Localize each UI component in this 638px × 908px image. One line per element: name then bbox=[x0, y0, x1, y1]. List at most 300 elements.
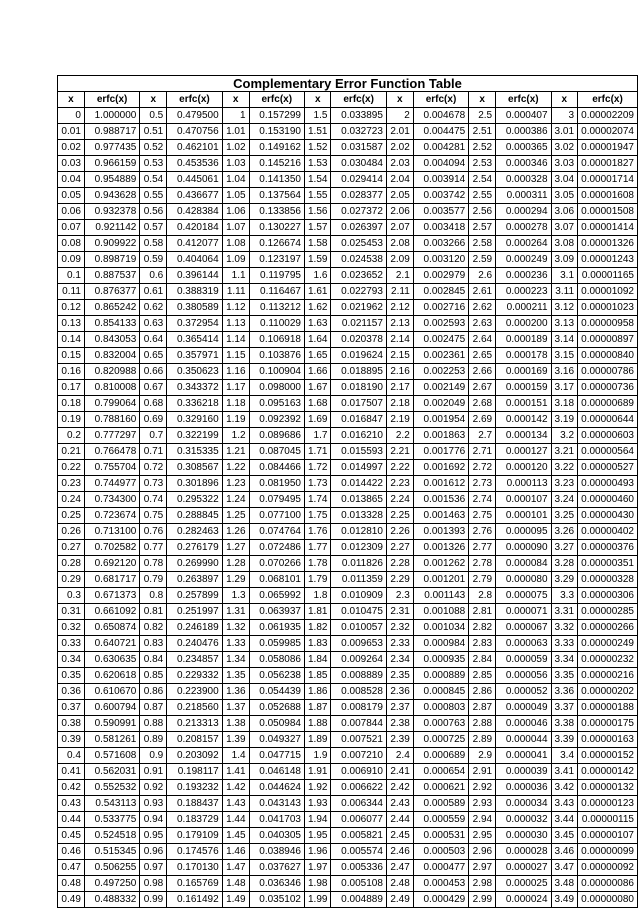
x-value-cell: 0.16 bbox=[58, 364, 85, 380]
x-value-cell: 1.6 bbox=[304, 268, 330, 284]
erfc-value-cell: 0.010475 bbox=[331, 604, 386, 620]
erfc-value-cell: 0.404064 bbox=[167, 252, 222, 268]
x-value-cell: 2.42 bbox=[386, 780, 413, 796]
erfc-value-cell: 0.020378 bbox=[331, 332, 386, 348]
erfc-value-cell: 0.00000266 bbox=[578, 620, 638, 636]
x-value-cell: 2.15 bbox=[386, 348, 413, 364]
x-value-cell: 1.64 bbox=[304, 332, 330, 348]
x-value-cell: 2.69 bbox=[469, 412, 496, 428]
erfc-value-cell: 0.479500 bbox=[167, 108, 222, 124]
x-value-cell: 2.3 bbox=[386, 588, 413, 604]
x-value-cell: 1.17 bbox=[222, 380, 249, 396]
erfc-value-cell: 0.000169 bbox=[496, 364, 551, 380]
x-value-cell: 0.63 bbox=[140, 316, 167, 332]
table-row bbox=[58, 828, 638, 844]
x-value-cell: 1.52 bbox=[304, 140, 330, 156]
x-value-cell: 0.03 bbox=[58, 156, 85, 172]
erfc-value-cell: 0.000200 bbox=[496, 316, 551, 332]
erfc-value-cell: 0.396144 bbox=[167, 268, 222, 284]
x-value-cell: 2.29 bbox=[386, 572, 413, 588]
erfc-value-cell: 0.681717 bbox=[84, 572, 139, 588]
table-row bbox=[58, 796, 638, 812]
erfc-value-cell: 0.428384 bbox=[167, 204, 222, 220]
x-value-cell: 0.51 bbox=[140, 124, 167, 140]
x-value-cell: 1.16 bbox=[222, 364, 249, 380]
erfc-value-cell: 0.001536 bbox=[413, 492, 468, 508]
x-value-cell: 1.94 bbox=[304, 812, 330, 828]
table-row bbox=[58, 860, 638, 876]
x-value-cell: 0.62 bbox=[140, 300, 167, 316]
x-value-cell: 0.93 bbox=[140, 796, 167, 812]
erfc-value-cell: 0.552532 bbox=[84, 780, 139, 796]
erfc-value-cell: 0.000346 bbox=[496, 156, 551, 172]
erfc-value-cell: 0.000120 bbox=[496, 460, 551, 476]
erfc-value-cell: 0.000044 bbox=[496, 732, 551, 748]
erfc-value-cell: 0.630635 bbox=[84, 652, 139, 668]
x-value-cell: 3.34 bbox=[551, 652, 577, 668]
erfc-value-cell: 0.100904 bbox=[249, 364, 304, 380]
erfc-value-cell: 0.145216 bbox=[249, 156, 304, 172]
x-value-cell: 3.18 bbox=[551, 396, 577, 412]
erfc-value-cell: 0.887537 bbox=[84, 268, 139, 284]
erfc-value-cell: 0.000278 bbox=[496, 220, 551, 236]
column-header-erfc: erfc(x) bbox=[84, 92, 139, 108]
erfc-value-cell: 0.723674 bbox=[84, 508, 139, 524]
erfc-value-cell: 0.002253 bbox=[413, 364, 468, 380]
x-value-cell: 1.99 bbox=[304, 892, 330, 908]
erfc-value-cell: 0.005108 bbox=[331, 876, 386, 892]
x-value-cell: 1.34 bbox=[222, 652, 249, 668]
erfc-value-cell: 0.008889 bbox=[331, 668, 386, 684]
erfc-value-cell: 0.876377 bbox=[84, 284, 139, 300]
erfc-value-cell: 0.650874 bbox=[84, 620, 139, 636]
erfc-value-cell: 0.000030 bbox=[496, 828, 551, 844]
erfc-value-cell: 0.00000786 bbox=[578, 364, 638, 380]
x-value-cell: 1.2 bbox=[222, 428, 249, 444]
erfc-value-cell: 0.000151 bbox=[496, 396, 551, 412]
x-value-cell: 3.21 bbox=[551, 444, 577, 460]
x-value-cell: 3.25 bbox=[551, 508, 577, 524]
erfc-value-cell: 0.000034 bbox=[496, 796, 551, 812]
x-value-cell: 0.97 bbox=[140, 860, 167, 876]
x-value-cell: 2.9 bbox=[469, 748, 496, 764]
x-value-cell: 3.38 bbox=[551, 716, 577, 732]
erfc-value-cell: 0.000249 bbox=[496, 252, 551, 268]
erfc-value-cell: 0.041703 bbox=[249, 812, 304, 828]
erfc-value-cell: 0.000113 bbox=[496, 476, 551, 492]
erfc-value-cell: 0.021157 bbox=[331, 316, 386, 332]
erfc-value-cell: 0.025453 bbox=[331, 236, 386, 252]
x-value-cell: 2.74 bbox=[469, 492, 496, 508]
erfc-value-cell: 0.000080 bbox=[496, 572, 551, 588]
x-value-cell: 1.83 bbox=[304, 636, 330, 652]
x-value-cell: 3.12 bbox=[551, 300, 577, 316]
erfc-value-cell: 0.000531 bbox=[413, 828, 468, 844]
x-value-cell: 2.73 bbox=[469, 476, 496, 492]
erfc-value-cell: 0.000984 bbox=[413, 636, 468, 652]
erfc-value-cell: 0.00001508 bbox=[578, 204, 638, 220]
erfc-value-cell: 0.966159 bbox=[84, 156, 139, 172]
x-value-cell: 2.24 bbox=[386, 492, 413, 508]
erfc-value-cell: 0.388319 bbox=[167, 284, 222, 300]
erfc-value-cell: 0.006910 bbox=[331, 764, 386, 780]
x-value-cell: 3.13 bbox=[551, 316, 577, 332]
x-value-cell: 0.59 bbox=[140, 252, 167, 268]
x-value-cell: 1.4 bbox=[222, 748, 249, 764]
x-value-cell: 1.92 bbox=[304, 780, 330, 796]
x-value-cell: 0.21 bbox=[58, 444, 85, 460]
erfc-value-cell: 0.002475 bbox=[413, 332, 468, 348]
erfc-value-cell: 0.000889 bbox=[413, 668, 468, 684]
x-value-cell: 0.61 bbox=[140, 284, 167, 300]
erfc-value-cell: 0.103876 bbox=[249, 348, 304, 364]
table-row bbox=[58, 492, 638, 508]
x-value-cell: 2.87 bbox=[469, 700, 496, 716]
erfc-value-cell: 0.021962 bbox=[331, 300, 386, 316]
erfc-value-cell: 0.00000152 bbox=[578, 748, 638, 764]
table-row bbox=[58, 316, 638, 332]
table-row bbox=[58, 700, 638, 716]
x-value-cell: 2.94 bbox=[469, 812, 496, 828]
x-value-cell: 0.42 bbox=[58, 780, 85, 796]
x-value-cell: 0.46 bbox=[58, 844, 85, 860]
x-value-cell: 3.14 bbox=[551, 332, 577, 348]
erfc-value-cell: 0.322199 bbox=[167, 428, 222, 444]
erfc-value-cell: 0.581261 bbox=[84, 732, 139, 748]
x-value-cell: 1.69 bbox=[304, 412, 330, 428]
x-value-cell: 2.11 bbox=[386, 284, 413, 300]
erfc-value-cell: 0.193232 bbox=[167, 780, 222, 796]
x-value-cell: 0.18 bbox=[58, 396, 85, 412]
erfc-value-cell: 0.032723 bbox=[331, 124, 386, 140]
erfc-value-cell: 0.157299 bbox=[249, 108, 304, 124]
erfc-value-cell: 0.061935 bbox=[249, 620, 304, 636]
erfc-value-cell: 0.005574 bbox=[331, 844, 386, 860]
erfc-value-cell: 0.832004 bbox=[84, 348, 139, 364]
erfc-value-cell: 0.001776 bbox=[413, 444, 468, 460]
table-row bbox=[58, 892, 638, 908]
erfc-value-cell: 0.029414 bbox=[331, 172, 386, 188]
erfc-value-cell: 0.932378 bbox=[84, 204, 139, 220]
erfc-value-cell: 0.00002074 bbox=[578, 124, 638, 140]
x-value-cell: 0.68 bbox=[140, 396, 167, 412]
erfc-value-cell: 0.488332 bbox=[84, 892, 139, 908]
x-value-cell: 0.69 bbox=[140, 412, 167, 428]
x-value-cell: 0.17 bbox=[58, 380, 85, 396]
x-value-cell: 0.32 bbox=[58, 620, 85, 636]
erfc-value-cell: 0.365414 bbox=[167, 332, 222, 348]
erfc-value-cell: 0.165769 bbox=[167, 876, 222, 892]
x-value-cell: 3.08 bbox=[551, 236, 577, 252]
column-header-erfc: erfc(x) bbox=[249, 92, 304, 108]
x-value-cell: 2.63 bbox=[469, 316, 496, 332]
erfc-value-cell: 0.049327 bbox=[249, 732, 304, 748]
erfc-value-cell: 0.00000142 bbox=[578, 764, 638, 780]
x-value-cell: 3.29 bbox=[551, 572, 577, 588]
x-value-cell: 0.53 bbox=[140, 156, 167, 172]
erfc-value-cell: 0.00001414 bbox=[578, 220, 638, 236]
erfc-value-cell: 0.007210 bbox=[331, 748, 386, 764]
x-value-cell: 1.13 bbox=[222, 316, 249, 332]
table-row bbox=[58, 652, 638, 668]
erfc-value-cell: 0.011359 bbox=[331, 572, 386, 588]
erfc-value-cell: 0.988717 bbox=[84, 124, 139, 140]
erfc-value-cell: 0.004281 bbox=[413, 140, 468, 156]
erfc-value-cell: 0.00000099 bbox=[578, 844, 638, 860]
table-row bbox=[58, 380, 638, 396]
erfc-value-cell: 0.00001023 bbox=[578, 300, 638, 316]
erfc-value-cell: 0.954889 bbox=[84, 172, 139, 188]
erfc-value-cell: 0.755704 bbox=[84, 460, 139, 476]
x-value-cell: 2.46 bbox=[386, 844, 413, 860]
x-value-cell: 2.17 bbox=[386, 380, 413, 396]
x-value-cell: 0.64 bbox=[140, 332, 167, 348]
erfc-value-cell: 0.003120 bbox=[413, 252, 468, 268]
erfc-value-cell: 0.038946 bbox=[249, 844, 304, 860]
erfc-value-cell: 0.002845 bbox=[413, 284, 468, 300]
x-value-cell: 1.05 bbox=[222, 188, 249, 204]
erfc-value-cell: 0.640721 bbox=[84, 636, 139, 652]
x-value-cell: 3.28 bbox=[551, 556, 577, 572]
erfc-value-cell: 0.00000080 bbox=[578, 892, 638, 908]
x-value-cell: 0.96 bbox=[140, 844, 167, 860]
erfc-value-cell: 0.179109 bbox=[167, 828, 222, 844]
erfc-value-cell: 0.213313 bbox=[167, 716, 222, 732]
erfc-value-cell: 0.00000285 bbox=[578, 604, 638, 620]
x-value-cell: 3.03 bbox=[551, 156, 577, 172]
erfc-value-cell: 0.046148 bbox=[249, 764, 304, 780]
erfc-value-cell: 0.00000460 bbox=[578, 492, 638, 508]
erfc-value-cell: 0.000134 bbox=[496, 428, 551, 444]
erfc-value-cell: 0.00000644 bbox=[578, 412, 638, 428]
x-value-cell: 1.84 bbox=[304, 652, 330, 668]
erfc-value-cell: 0.00000897 bbox=[578, 332, 638, 348]
x-value-cell: 1.61 bbox=[304, 284, 330, 300]
x-value-cell: 1.15 bbox=[222, 348, 249, 364]
x-value-cell: 1.96 bbox=[304, 844, 330, 860]
erfc-value-cell: 0.068101 bbox=[249, 572, 304, 588]
erfc-value-cell: 0.000159 bbox=[496, 380, 551, 396]
erfc-value-cell: 0.031587 bbox=[331, 140, 386, 156]
erfc-value-cell: 0.620618 bbox=[84, 668, 139, 684]
erfc-value-cell: 0.734300 bbox=[84, 492, 139, 508]
x-value-cell: 2.28 bbox=[386, 556, 413, 572]
erfc-value-cell: 0.015593 bbox=[331, 444, 386, 460]
x-value-cell: 3.44 bbox=[551, 812, 577, 828]
x-value-cell: 1.29 bbox=[222, 572, 249, 588]
erfc-value-cell: 0.000107 bbox=[496, 492, 551, 508]
erfc-value-cell: 0.000059 bbox=[496, 652, 551, 668]
table-row bbox=[58, 220, 638, 236]
erfc-value-cell: 0.229332 bbox=[167, 668, 222, 684]
erfc-value-cell: 0.183729 bbox=[167, 812, 222, 828]
erfc-value-cell: 0.000453 bbox=[413, 876, 468, 892]
x-value-cell: 1.41 bbox=[222, 764, 249, 780]
x-value-cell: 2.64 bbox=[469, 332, 496, 348]
erfc-value-cell: 0.059985 bbox=[249, 636, 304, 652]
erfc-value-cell: 0.000067 bbox=[496, 620, 551, 636]
erfc-value-cell: 0.019624 bbox=[331, 348, 386, 364]
x-value-cell: 0.09 bbox=[58, 252, 85, 268]
erfc-value-cell: 0.000935 bbox=[413, 652, 468, 668]
erfc-value-cell: 0.003742 bbox=[413, 188, 468, 204]
x-value-cell: 1.71 bbox=[304, 444, 330, 460]
erfc-value-cell: 0.372954 bbox=[167, 316, 222, 332]
x-value-cell: 0.22 bbox=[58, 460, 85, 476]
x-value-cell: 2.47 bbox=[386, 860, 413, 876]
erfc-value-cell: 0.002716 bbox=[413, 300, 468, 316]
x-value-cell: 0.87 bbox=[140, 700, 167, 716]
erfc-value-cell: 0.079495 bbox=[249, 492, 304, 508]
table-row bbox=[58, 108, 638, 124]
erfc-value-cell: 0.153190 bbox=[249, 124, 304, 140]
x-value-cell: 0.8 bbox=[140, 588, 167, 604]
erfc-value-cell: 0.000024 bbox=[496, 892, 551, 908]
x-value-cell: 3.45 bbox=[551, 828, 577, 844]
x-value-cell: 0.84 bbox=[140, 652, 167, 668]
erfc-value-cell: 0.295322 bbox=[167, 492, 222, 508]
table-row bbox=[58, 604, 638, 620]
x-value-cell: 0.7 bbox=[140, 428, 167, 444]
erfc-value-cell: 0.744977 bbox=[84, 476, 139, 492]
erfc-value-cell: 0.033895 bbox=[331, 108, 386, 124]
x-value-cell: 2.98 bbox=[469, 876, 496, 892]
x-value-cell: 0.58 bbox=[140, 236, 167, 252]
erfc-value-cell: 0.000689 bbox=[413, 748, 468, 764]
erfc-value-cell: 0.010909 bbox=[331, 588, 386, 604]
table-row bbox=[58, 524, 638, 540]
x-value-cell: 2.58 bbox=[469, 236, 496, 252]
x-value-cell: 0.47 bbox=[58, 860, 85, 876]
erfc-value-cell: 0.116467 bbox=[249, 284, 304, 300]
erfc-value-cell: 0.00001326 bbox=[578, 236, 638, 252]
erfc-value-cell: 0.000803 bbox=[413, 700, 468, 716]
erfc-value-cell: 0.00000115 bbox=[578, 812, 638, 828]
x-value-cell: 2.62 bbox=[469, 300, 496, 316]
x-value-cell: 0.1 bbox=[58, 268, 85, 284]
erfc-value-cell: 0.00000840 bbox=[578, 348, 638, 364]
erfc-value-cell: 0.092392 bbox=[249, 412, 304, 428]
x-value-cell: 1.21 bbox=[222, 444, 249, 460]
x-value-cell: 2.51 bbox=[469, 124, 496, 140]
x-value-cell: 1.82 bbox=[304, 620, 330, 636]
x-value-cell: 3.3 bbox=[551, 588, 577, 604]
x-value-cell: 3.19 bbox=[551, 412, 577, 428]
x-value-cell: 3.47 bbox=[551, 860, 577, 876]
erfc-value-cell: 0.000046 bbox=[496, 716, 551, 732]
x-value-cell: 3.24 bbox=[551, 492, 577, 508]
x-value-cell: 3.33 bbox=[551, 636, 577, 652]
x-value-cell: 1.42 bbox=[222, 780, 249, 796]
x-value-cell: 1.63 bbox=[304, 316, 330, 332]
x-value-cell: 1.75 bbox=[304, 508, 330, 524]
x-value-cell: 0.04 bbox=[58, 172, 85, 188]
erfc-value-cell: 0.003418 bbox=[413, 220, 468, 236]
x-value-cell: 0.74 bbox=[140, 492, 167, 508]
x-value-cell: 3.1 bbox=[551, 268, 577, 284]
x-value-cell: 2.66 bbox=[469, 364, 496, 380]
erfc-value-cell: 0.000027 bbox=[496, 860, 551, 876]
erfc-value-cell: 0.056238 bbox=[249, 668, 304, 684]
table-row bbox=[58, 236, 638, 252]
x-value-cell: 1.59 bbox=[304, 252, 330, 268]
x-value-cell: 0.4 bbox=[58, 748, 85, 764]
x-value-cell: 3.15 bbox=[551, 348, 577, 364]
erfc-value-cell: 0.000178 bbox=[496, 348, 551, 364]
x-value-cell: 0.13 bbox=[58, 316, 85, 332]
table-row bbox=[58, 476, 638, 492]
x-value-cell: 1.93 bbox=[304, 796, 330, 812]
erfc-value-cell: 0.007844 bbox=[331, 716, 386, 732]
erfc-value-cell: 0.00000689 bbox=[578, 396, 638, 412]
erfc-value-cell: 0.00000527 bbox=[578, 460, 638, 476]
erfc-value-cell: 0.004678 bbox=[413, 108, 468, 124]
column-header-x: x bbox=[469, 92, 496, 108]
x-value-cell: 1.85 bbox=[304, 668, 330, 684]
erfc-value-cell: 0.000041 bbox=[496, 748, 551, 764]
erfc-value-cell: 0.001463 bbox=[413, 508, 468, 524]
x-value-cell: 2.97 bbox=[469, 860, 496, 876]
erfc-value-cell: 0.072486 bbox=[249, 540, 304, 556]
table-row bbox=[58, 844, 638, 860]
erfc-value-cell: 0.000365 bbox=[496, 140, 551, 156]
x-value-cell: 1.87 bbox=[304, 700, 330, 716]
erfc-value-cell: 0.00000430 bbox=[578, 508, 638, 524]
x-value-cell: 0.12 bbox=[58, 300, 85, 316]
x-value-cell: 0.79 bbox=[140, 572, 167, 588]
x-value-cell: 1.57 bbox=[304, 220, 330, 236]
erfc-value-cell: 1.000000 bbox=[84, 108, 139, 124]
erfc-value-cell: 0.329160 bbox=[167, 412, 222, 428]
x-value-cell: 0.67 bbox=[140, 380, 167, 396]
x-value-cell: 0.08 bbox=[58, 236, 85, 252]
erfc-value-cell: 0.014422 bbox=[331, 476, 386, 492]
column-header-x: x bbox=[386, 92, 413, 108]
x-value-cell: 2.86 bbox=[469, 684, 496, 700]
x-value-cell: 0.77 bbox=[140, 540, 167, 556]
x-value-cell: 0.99 bbox=[140, 892, 167, 908]
erfc-value-cell: 0.013328 bbox=[331, 508, 386, 524]
x-value-cell: 2.32 bbox=[386, 620, 413, 636]
erfc-value-cell: 0.000294 bbox=[496, 204, 551, 220]
erfc-value-cell: 0.453536 bbox=[167, 156, 222, 172]
erfc-value-cell: 0.070266 bbox=[249, 556, 304, 572]
erfc-value-cell: 0.00000736 bbox=[578, 380, 638, 396]
x-value-cell: 2.03 bbox=[386, 156, 413, 172]
erfc-value-cell: 0.001326 bbox=[413, 540, 468, 556]
x-value-cell: 1.89 bbox=[304, 732, 330, 748]
x-value-cell: 2.8 bbox=[469, 588, 496, 604]
erfc-value-cell: 0.000211 bbox=[496, 300, 551, 316]
x-value-cell: 1.55 bbox=[304, 188, 330, 204]
erfc-value-cell: 0.590991 bbox=[84, 716, 139, 732]
erfc-value-cell: 0.436677 bbox=[167, 188, 222, 204]
x-value-cell: 1.11 bbox=[222, 284, 249, 300]
erfc-value-cell: 0.003577 bbox=[413, 204, 468, 220]
x-value-cell: 1.14 bbox=[222, 332, 249, 348]
x-value-cell: 0.23 bbox=[58, 476, 85, 492]
erfc-value-cell: 0.343372 bbox=[167, 380, 222, 396]
x-value-cell: 2.82 bbox=[469, 620, 496, 636]
erfc-value-cell: 0.00000603 bbox=[578, 428, 638, 444]
x-value-cell: 0.95 bbox=[140, 828, 167, 844]
x-value-cell: 2.21 bbox=[386, 444, 413, 460]
erfc-value-cell: 0.110029 bbox=[249, 316, 304, 332]
erfc-value-cell: 0.037627 bbox=[249, 860, 304, 876]
x-value-cell: 1.18 bbox=[222, 396, 249, 412]
erfc-value-cell: 0.065992 bbox=[249, 588, 304, 604]
erfc-value-cell: 0.000101 bbox=[496, 508, 551, 524]
